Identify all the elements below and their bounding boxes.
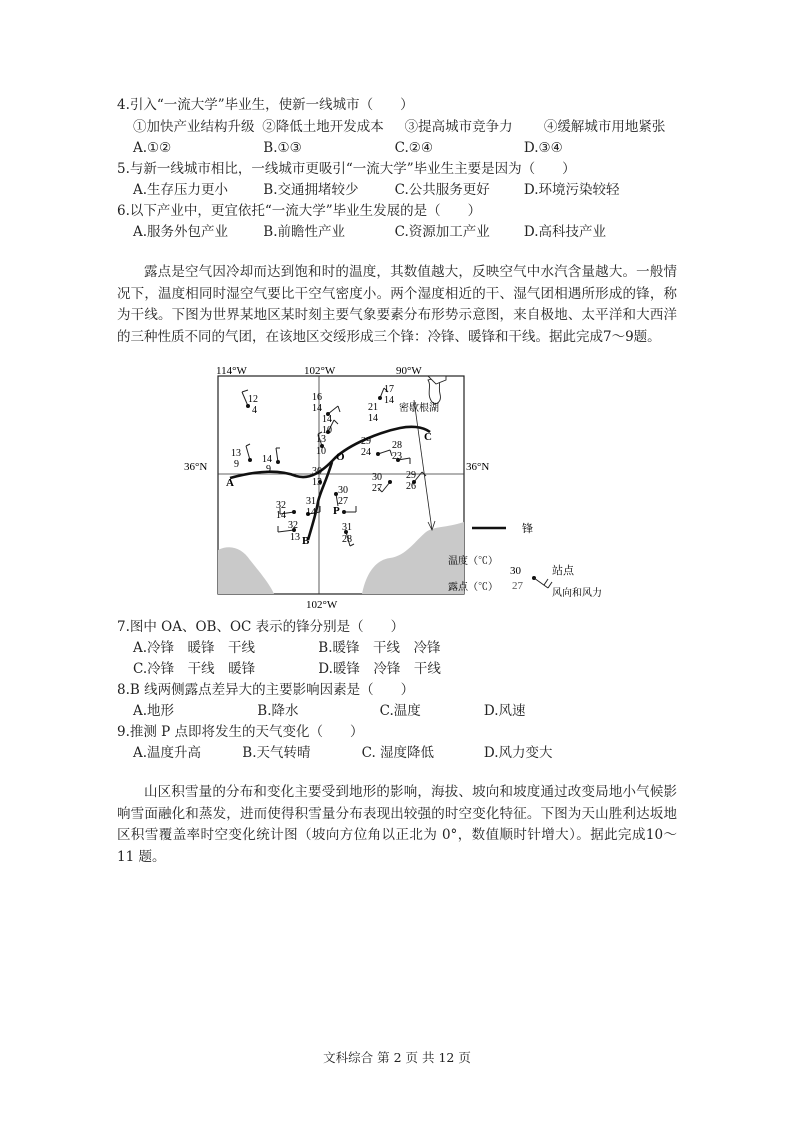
station-dew: 23 xyxy=(392,451,402,462)
station-temp: 12 xyxy=(248,394,258,405)
station-temp: 30 xyxy=(312,466,322,477)
weather-map xyxy=(170,362,615,612)
passage-2: 山区积雪量的分布和变化主要受到地形的影响，海拔、坡向和坡度通过改变局地小气候影响雪面融化和蒸发，进而使得积雪量分布表现出较强的时空变化特征。下图为天山胜利达坂地区积雪覆盖率时空变化统计图（坡向方位角以正北为 0°，数值顺时针增大）。据此完成10～11 题。 xyxy=(117,784,677,865)
q8-options xyxy=(133,702,526,720)
q6-option-a: A.服务外包产业 xyxy=(133,224,229,240)
q7-stem: 7.图中 OA、OB、OC 表示的锋分别是（ ） xyxy=(117,619,405,635)
station-dew: 14 xyxy=(368,413,378,424)
station-temp: 30 xyxy=(338,485,348,496)
station-dew: 10 xyxy=(316,446,326,457)
q5-options xyxy=(133,181,620,199)
point-c-label: C xyxy=(424,431,432,443)
station-dew: 10 xyxy=(322,425,332,436)
q7-option-a: A.冷锋 暖锋 干线 xyxy=(133,640,256,656)
q9-stem: 9.推测 P 点即将发生的天气变化（ ） xyxy=(117,724,364,740)
q4-item-3: ③提高城市竞争力 xyxy=(404,119,513,135)
q8-stem: 8.B 线两侧露点差异大的主要影响因素是（ ） xyxy=(117,682,415,698)
q7-options-row1 xyxy=(133,639,441,657)
lon-102w-bottom-label: 102°W xyxy=(306,599,338,611)
point-p-label: P xyxy=(333,505,340,517)
station-dew: 26 xyxy=(406,481,416,492)
station-dew: 9 xyxy=(266,464,271,475)
q6-options xyxy=(133,223,606,241)
station-temp: 29 xyxy=(361,436,371,447)
q5-option-c: C.公共服务更好 xyxy=(394,182,490,198)
q4-options xyxy=(133,139,563,157)
station-dew: 4 xyxy=(252,405,257,416)
station-temp: 31 xyxy=(306,496,316,507)
station-dew: 13 xyxy=(312,477,322,488)
q4-item-4: ④缓解城市用地紧张 xyxy=(543,119,666,135)
q5-option-d: D.环境污染较轻 xyxy=(523,182,620,198)
legend-front-label: 锋 xyxy=(522,523,533,535)
station-dew: 24 xyxy=(361,447,371,458)
q4-item-1: ①加快产业结构升级 xyxy=(133,119,255,135)
lon-90w-label: 90°W xyxy=(396,365,422,377)
q8-option-b: B.降水 xyxy=(257,703,299,719)
station-dew: 14 xyxy=(306,507,316,518)
station-temp: 17 xyxy=(384,384,394,395)
q6-option-b: B.前瞻性产业 xyxy=(263,224,346,240)
legend-dew-value: 27 xyxy=(512,580,523,592)
station-temp: 28 xyxy=(392,440,402,451)
lon-102w-top-label: 102°W xyxy=(304,365,336,377)
station-dew: 13 xyxy=(290,532,300,543)
station-temp: 16 xyxy=(312,392,322,403)
q9-options xyxy=(133,744,553,762)
q5-option-b: B.交通拥堵较少 xyxy=(263,182,359,198)
legend-station-label: 站点 xyxy=(552,565,574,577)
q4-items xyxy=(133,118,665,136)
point-o-label: O xyxy=(336,451,345,463)
station-temp: 13 xyxy=(231,448,241,459)
q8-option-d: D.风速 xyxy=(483,703,526,719)
legend-wind-label: 风向和风力 xyxy=(552,588,602,599)
station-dew: 28 xyxy=(342,534,352,545)
lat-36n-left-label: 36°N xyxy=(184,461,208,473)
legend-dew-label: 露点（℃） xyxy=(448,582,498,593)
station-dew: 14 xyxy=(276,510,286,521)
lon-114w-label: 114°W xyxy=(216,365,247,377)
q9-option-a: A.温度升高 xyxy=(133,745,202,761)
station-dew: 14 xyxy=(384,395,394,406)
station-temp: 30 xyxy=(372,472,382,483)
station-temp: 32 xyxy=(288,520,298,531)
q7-option-d: D.暖锋 冷锋 干线 xyxy=(318,661,441,677)
q9-option-d: D.风力变大 xyxy=(483,745,553,761)
q4-option-c: C.②④ xyxy=(394,140,433,156)
q4-option-d: D.③④ xyxy=(523,140,563,156)
station-temp: 31 xyxy=(342,522,352,533)
station-temp: 14 xyxy=(262,454,272,465)
station-dew: 27 xyxy=(338,496,348,507)
point-a-label: A xyxy=(226,477,234,489)
station-temp: 14 xyxy=(322,414,332,425)
q7-option-b: B.暖锋 干线 冷锋 xyxy=(318,640,441,656)
legend-temp-value: 30 xyxy=(510,565,521,577)
station-temp: 32 xyxy=(276,500,286,511)
q7-options-row2 xyxy=(133,660,441,678)
station-dew: 27 xyxy=(372,483,382,494)
q4-item-2: ②降低土地开发成本 xyxy=(262,119,384,135)
lat-36n-right-label: 36°N xyxy=(466,461,490,473)
station-temp: 13 xyxy=(316,434,326,445)
legend-wind-barb xyxy=(534,578,552,588)
station-dew: 14 xyxy=(312,403,322,414)
q6-stem: 6.以下产业中，更宜依托“一流大学”毕业生发展的是（ ） xyxy=(117,203,482,219)
point-b-label: B xyxy=(302,535,310,547)
station-dew: 9 xyxy=(234,459,239,470)
passage-1: 露点是空气因冷却而达到饱和时的温度，其数值越大，反映空气中水汽含量越大。一般情况下，温度相同时湿空气要比干空气密度小。两个湿度相近的干、湿气团相遇所形成的锋，称为干线。下图为世界某地区某时刻主要气象要素分布形势示意图，来自极地、太平洋和大西洋的三种性质不同的气团，在该地区交绥形成三个锋：冷锋、暖锋和干线。据此完成7～9题。 xyxy=(117,264,677,345)
q4-option-b: B.①③ xyxy=(263,140,302,156)
q6-option-c: C.资源加工产业 xyxy=(394,224,490,240)
station-temp: 21 xyxy=(368,402,378,413)
station-temp: 29 xyxy=(406,470,416,481)
lake-michigan-label: 密歇根湖 xyxy=(399,403,439,414)
q5-option-a: A.生存压力更小 xyxy=(133,182,229,198)
q9-option-c: C. 湿度降低 xyxy=(361,745,435,761)
q5-stem: 5.与新一线城市相比，一线城市更吸引“一流大学”毕业生主要是因为（ ） xyxy=(117,161,576,177)
q9-option-b: B.天气转晴 xyxy=(242,745,311,761)
q8-option-c: C.温度 xyxy=(379,703,421,719)
page-footer: 文科综合 第 2 页 共 12 页 xyxy=(323,1050,471,1065)
q4-option-a: A.①② xyxy=(133,140,172,156)
q8-option-a: A.地形 xyxy=(133,703,175,719)
legend-temp-label: 温度（℃） xyxy=(448,556,498,567)
q7-option-c: C.冷锋 干线 暖锋 xyxy=(133,661,256,677)
q6-option-d: D.高科技产业 xyxy=(523,224,607,240)
q4-stem: 4.引入“一流大学”毕业生，使新一线城市（ ） xyxy=(117,97,414,113)
